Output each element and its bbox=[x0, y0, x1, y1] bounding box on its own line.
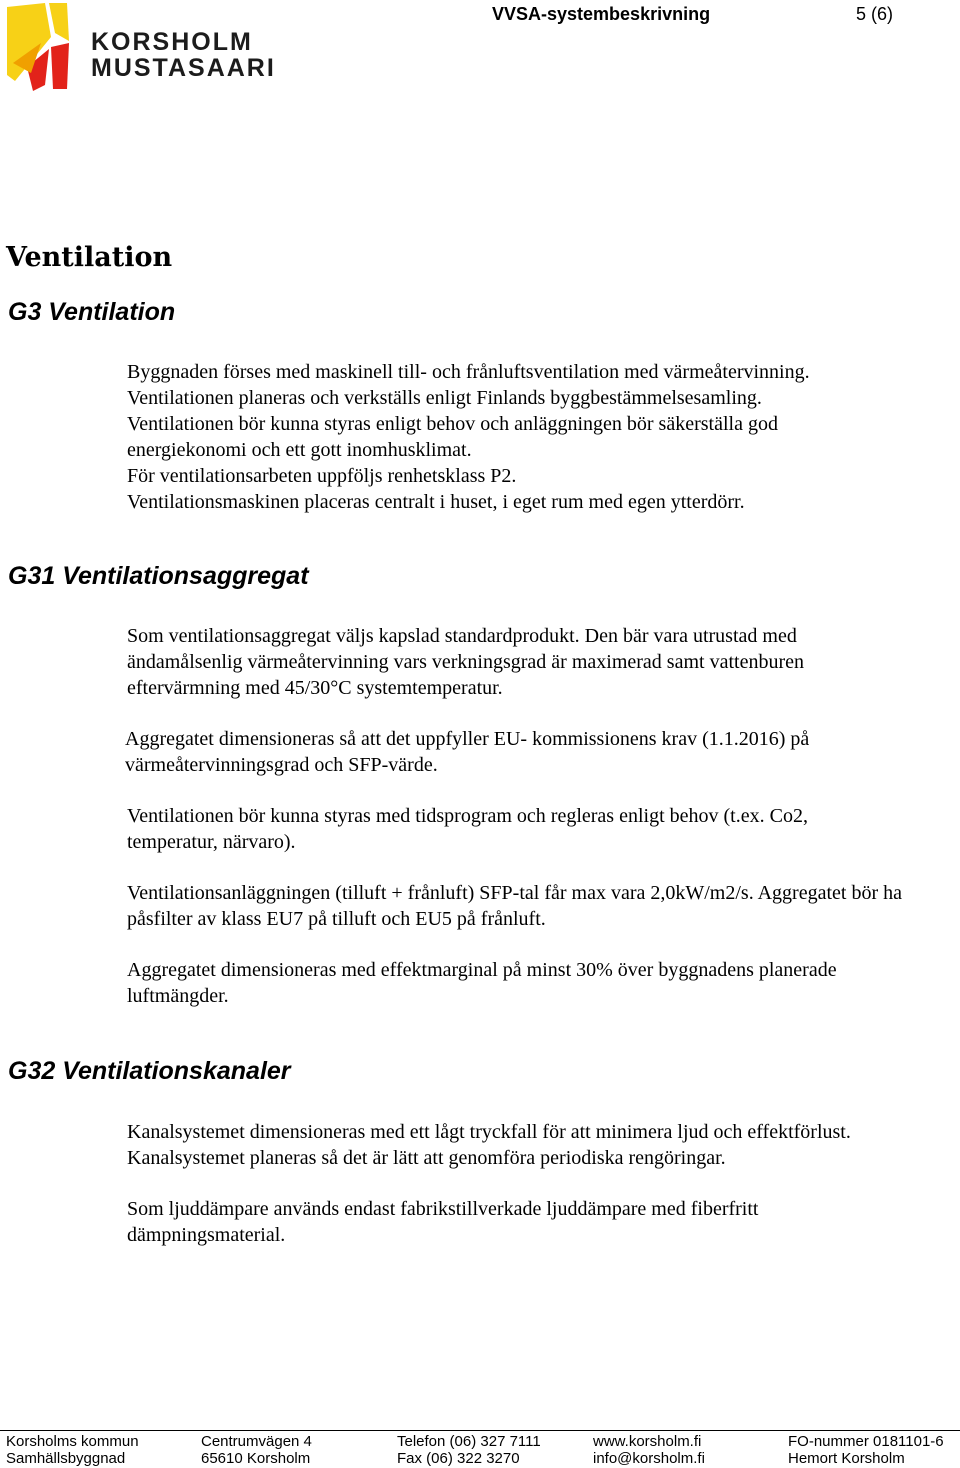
paragraph: För ventilationsarbeten uppföljs renhetsklass P2. bbox=[127, 465, 517, 487]
footer-text: Fax (06) 322 3270 bbox=[397, 1450, 520, 1467]
footer-column-address bbox=[201, 1433, 312, 1467]
logo bbox=[5, 3, 276, 95]
paragraph: Aggregatet dimensioneras med effektmarginal på minst 30% över byggnadens planerade luftmängder. bbox=[127, 959, 837, 1007]
document-title: VVSA-systembeskrivning bbox=[492, 4, 711, 24]
section-body-g3 bbox=[127, 359, 947, 515]
logo-text bbox=[91, 29, 276, 81]
paragraph: Ventilationsmaskinen placeras centralt i huset, i eget rum med egen ytterdörr. bbox=[127, 491, 745, 513]
section-title-g3: G3 Ventilation bbox=[8, 298, 176, 326]
logo-line-1: KORSHOLM bbox=[91, 28, 253, 56]
paragraph: Ventilationen bör kunna styras med tidsprogram och regleras enligt behov (t.ex. Co2, temperatur, närvaro). bbox=[127, 805, 808, 853]
footer-link-website[interactable]: www.korsholm.fi bbox=[593, 1433, 702, 1450]
section-title-g32: G32 Ventilationskanaler bbox=[8, 1057, 291, 1085]
paragraph: Kanalsystemet dimensioneras med ett lågt tryckfall för att minimera ljud och effektförlust. Kanalsystemet planeras så det är lätt att genomföra periodiska rengöringar. bbox=[127, 1121, 851, 1169]
section-title-g31: G31 Ventilationsaggregat bbox=[8, 562, 309, 590]
footer-divider bbox=[0, 1430, 960, 1431]
paragraph: Byggnaden förses med maskinell till- och frånluftsventilation med värmeåtervinning. bbox=[127, 361, 810, 383]
paragraph: Som ljuddämpare används endast fabrikstillverkade ljuddämpare med fiberfritt dämpningsmaterial. bbox=[127, 1198, 759, 1246]
footer-column-business-id bbox=[788, 1433, 944, 1467]
footer-text: Korsholms kommun bbox=[6, 1433, 139, 1450]
footer-text: Samhällsbyggnad bbox=[6, 1450, 126, 1467]
korsholm-logo-icon bbox=[5, 3, 77, 95]
paragraph: Som ventilationsaggregat väljs kapslad standardprodukt. Den bär vara utrustad med ändamålsenlig värmeåtervinning vars verkningsgrad är maximerad samt vattenburen eftervärmning med 45/30°C systemtemperatur. bbox=[127, 625, 804, 699]
footer-column-organization bbox=[6, 1433, 139, 1467]
footer-text: Telefon (06) 327 7111 bbox=[397, 1433, 541, 1450]
page-number: 5 (6) bbox=[856, 4, 894, 24]
footer-text: FO-nummer 0181101-6 bbox=[788, 1433, 944, 1450]
paragraph: Aggregatet dimensioneras så att det uppfyller EU- kommissionens krav (1.1.2016) på värmeåtervinningsgrad och SFP-värde. bbox=[125, 728, 810, 776]
paragraph: Ventilationen bör kunna styras enligt behov och anläggningen bör säkerställa god energiekonomi och ett gott inomhusklimat. bbox=[127, 413, 778, 461]
footer-link-email[interactable]: info@korsholm.fi bbox=[593, 1450, 705, 1467]
paragraph: Ventilationen planeras och verkställs enligt Finlands byggbestämmelsesamling. bbox=[127, 387, 762, 409]
footer-column-phone bbox=[397, 1433, 541, 1467]
footer-text: 65610 Korsholm bbox=[201, 1450, 311, 1467]
footer-column-web bbox=[593, 1433, 705, 1467]
footer-text: Centrumvägen 4 bbox=[201, 1433, 312, 1450]
main-heading: Ventilation bbox=[6, 242, 173, 273]
paragraph: Ventilationsanläggningen (tilluft + frånluft) SFP-tal får max vara 2,0kW/m2/s. Aggregatet bör ha påsfilter av klass EU7 på tilluft och EU5 på frånluft. bbox=[127, 882, 902, 930]
footer-text: Hemort Korsholm bbox=[788, 1450, 905, 1467]
logo-line-2: MUSTASAARI bbox=[91, 54, 276, 82]
